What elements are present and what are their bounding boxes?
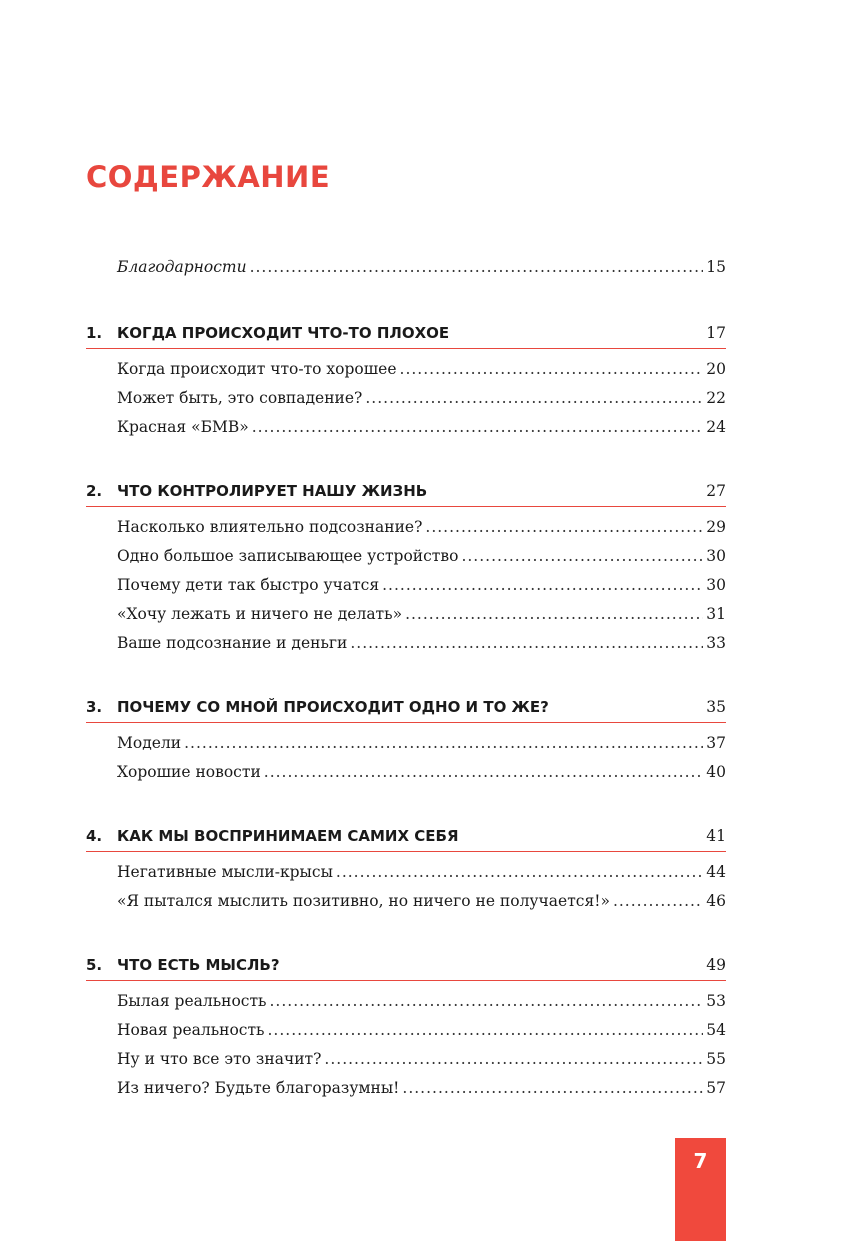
toc-entry-page: 22	[706, 389, 726, 407]
toc-entry-page: 31	[706, 605, 726, 623]
toc-entry-label: Модели	[117, 734, 182, 752]
dot-leader	[184, 729, 703, 758]
toc-entry[interactable]	[117, 729, 726, 758]
toc-entry[interactable]	[117, 758, 726, 787]
chapter-3	[86, 692, 726, 787]
toc-entry-page: 55	[706, 1050, 726, 1068]
table-of-contents	[86, 253, 726, 1137]
toc-entry[interactable]	[117, 1045, 726, 1074]
toc-entry-page: 46	[706, 892, 726, 910]
chapter-1	[86, 318, 726, 442]
chapter-title: ЧТО КОНТРОЛИРУЕТ НАШУ ЖИЗНЬ	[117, 482, 428, 500]
chapter-page: 17	[706, 324, 726, 342]
toc-entry-page: 53	[706, 992, 726, 1010]
chapter-4	[86, 821, 726, 916]
toc-entry-label: Ваше подсознание и деньги	[117, 634, 348, 652]
toc-entry-label: Негативные мысли-крысы	[117, 863, 333, 881]
toc-entry[interactable]	[117, 355, 726, 384]
dot-leader	[350, 629, 703, 658]
toc-entry-page: 29	[706, 518, 726, 536]
toc-entry-label: Когда происходит что-то хорошее	[117, 360, 397, 378]
chapter-heading[interactable]	[86, 692, 726, 723]
chapter-heading[interactable]	[86, 318, 726, 349]
chapter-title: КАК МЫ ВОСПРИНИМАЕМ САМИХ СЕБЯ	[117, 827, 459, 845]
chapter-heading[interactable]	[86, 821, 726, 852]
chapter-number: 3.	[86, 698, 103, 716]
toc-entry-page: 44	[706, 863, 726, 881]
toc-entry-page: 37	[706, 734, 726, 752]
toc-entry-label: Новая реальность	[117, 1021, 265, 1039]
dot-leader	[402, 1074, 703, 1103]
toc-entry-page: 20	[706, 360, 726, 378]
dot-leader	[400, 355, 704, 384]
chapter-number: 4.	[86, 827, 103, 845]
dot-leader	[613, 887, 703, 916]
toc-entry-label: Может быть, это совпадение?	[117, 389, 363, 407]
toc-entry-label: Ну и что все это значит?	[117, 1050, 322, 1068]
dot-leader	[324, 1045, 703, 1074]
toc-entry-label: Одно большое записывающее устройство	[117, 547, 459, 565]
chapter-title: ЧТО ЕСТЬ МЫСЛЬ?	[117, 956, 280, 974]
toc-entry-label: Хорошие новости	[117, 763, 261, 781]
toc-entry[interactable]	[117, 600, 726, 629]
toc-entry-acknowledgements[interactable]	[117, 253, 726, 282]
chapter-number: 1.	[86, 324, 103, 342]
dot-leader	[250, 253, 704, 282]
toc-entry-label: Красная «БМВ»	[117, 418, 249, 436]
toc-entry-label: Насколько влиятельно подсознание?	[117, 518, 423, 536]
chapter-page: 41	[706, 827, 726, 845]
toc-entry-label: «Хочу лежать и ничего не делать»	[117, 605, 403, 623]
toc-entry[interactable]	[117, 571, 726, 600]
dot-leader	[264, 758, 703, 787]
toc-entry[interactable]	[117, 542, 726, 571]
toc-entry[interactable]	[117, 513, 726, 542]
dot-leader	[382, 571, 703, 600]
front-matter	[86, 253, 726, 282]
toc-entry[interactable]	[117, 1074, 726, 1103]
toc-entry[interactable]	[117, 384, 726, 413]
toc-entry[interactable]	[117, 1016, 726, 1045]
toc-entry[interactable]	[117, 413, 726, 442]
toc-entry-label: Из ничего? Будьте благоразумны!	[117, 1079, 400, 1097]
toc-entry-label: Былая реальность	[117, 992, 267, 1010]
chapter-heading[interactable]	[86, 950, 726, 981]
toc-entry-page: 30	[706, 576, 726, 594]
chapter-page: 49	[706, 956, 726, 974]
chapter-title: КОГДА ПРОИСХОДИТ ЧТО-ТО ПЛОХОЕ	[117, 324, 450, 342]
toc-entry-label: Почему дети так быстро учатся	[117, 576, 380, 594]
chapter-number: 2.	[86, 482, 103, 500]
toc-entry[interactable]	[117, 858, 726, 887]
chapter-number: 5.	[86, 956, 103, 974]
chapter-items	[86, 513, 726, 658]
dot-leader	[461, 542, 703, 571]
chapter-5	[86, 950, 726, 1103]
chapter-2	[86, 476, 726, 658]
dot-leader	[270, 987, 704, 1016]
chapter-page: 27	[706, 482, 726, 500]
toc-entry[interactable]	[117, 887, 726, 916]
toc-entry-label: «Я пытался мыслить позитивно, но ничего не получается!»	[117, 892, 610, 910]
toc-entry[interactable]	[117, 987, 726, 1016]
chapter-title: ПОЧЕМУ СО МНОЙ ПРОИСХОДИТ ОДНО И ТО ЖЕ?	[117, 698, 549, 716]
dot-leader	[252, 413, 704, 442]
toc-entry[interactable]	[117, 629, 726, 658]
chapter-items	[86, 987, 726, 1103]
toc-entry-page: 30	[706, 547, 726, 565]
dot-leader	[268, 1016, 704, 1045]
chapter-items	[86, 729, 726, 787]
toc-entry-label: Благодарности	[117, 258, 247, 276]
toc-entry-page: 15	[706, 258, 726, 276]
chapter-heading[interactable]	[86, 476, 726, 507]
dot-leader	[425, 513, 703, 542]
chapter-items	[86, 355, 726, 442]
chapter-items	[86, 858, 726, 916]
toc-entry-page: 54	[706, 1021, 726, 1039]
toc-entry-page: 33	[706, 634, 726, 652]
toc-entry-page: 40	[706, 763, 726, 781]
dot-leader	[405, 600, 703, 629]
chapter-page: 35	[706, 698, 726, 716]
page-number-tab: 7	[675, 1138, 726, 1241]
toc-entry-page: 24	[706, 418, 726, 436]
toc-entry-page: 57	[706, 1079, 726, 1097]
dot-leader	[336, 858, 703, 887]
page-title: СОДЕРЖАНИЕ	[86, 160, 331, 194]
dot-leader	[365, 384, 703, 413]
